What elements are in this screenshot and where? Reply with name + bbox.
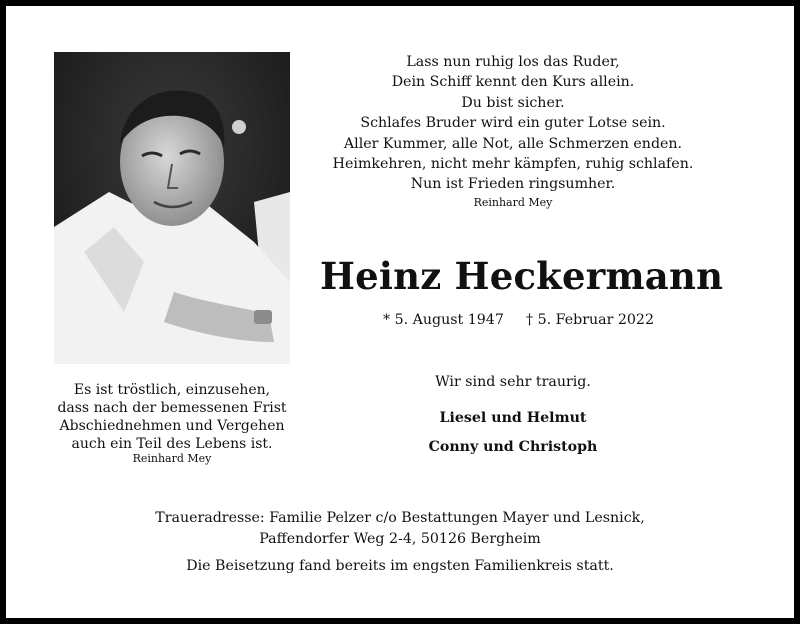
- mourning-statement: Wir sind sehr traurig.: [435, 374, 591, 390]
- burial-note: Die Beisetzung fand bereits im engsten Familienkreis statt.: [186, 558, 614, 574]
- quote-line: Es ist tröstlich, einzusehen,: [73, 382, 271, 398]
- birth-date: * 5. August 1947: [383, 312, 504, 328]
- poem-author: Reinhard Mey: [473, 196, 553, 209]
- address-line: Traueradresse: Familie Pelzer c/o Bestattungen Mayer und Lesnick,: [155, 510, 645, 526]
- poem-line: Heimkehren, nicht mehr kämpfen, ruhig schlafen.: [332, 156, 694, 173]
- poem-line: Nun ist Frieden ringsumher.: [410, 176, 616, 193]
- poem-line: Lass nun ruhig los das Ruder,: [406, 54, 620, 70]
- deceased-name: Heinz Heckermann: [320, 254, 724, 298]
- left-quote: [54, 381, 290, 453]
- poem-verse: [330, 52, 696, 195]
- mourner-names: Conny und Christoph: [428, 439, 598, 455]
- poem-line: Dein Schiff kennt den Kurs allein.: [391, 74, 635, 91]
- portrait-photo-image: [54, 52, 290, 364]
- quote-author: Reinhard Mey: [132, 452, 212, 465]
- mourner-names: Liesel und Helmut: [439, 410, 587, 426]
- quote-line: auch ein Teil des Lebens ist.: [71, 436, 273, 452]
- portrait-photo: [54, 52, 290, 364]
- poem-line: Schlafes Bruder wird ein guter Lotse sein.: [360, 115, 666, 132]
- quote-line: dass nach der bemessenen Frist: [57, 400, 287, 416]
- death-date: † 5. Februar 2022: [526, 312, 654, 328]
- poem-line: Aller Kummer, alle Not, alle Schmerzen enden.: [343, 135, 683, 152]
- address-line: Paffendorfer Weg 2-4, 50126 Bergheim: [259, 530, 541, 547]
- mourning-address: [54, 508, 746, 549]
- quote-line: Abschiednehmen und Vergehen: [59, 418, 285, 434]
- poem-line: Du bist sicher.: [461, 94, 565, 111]
